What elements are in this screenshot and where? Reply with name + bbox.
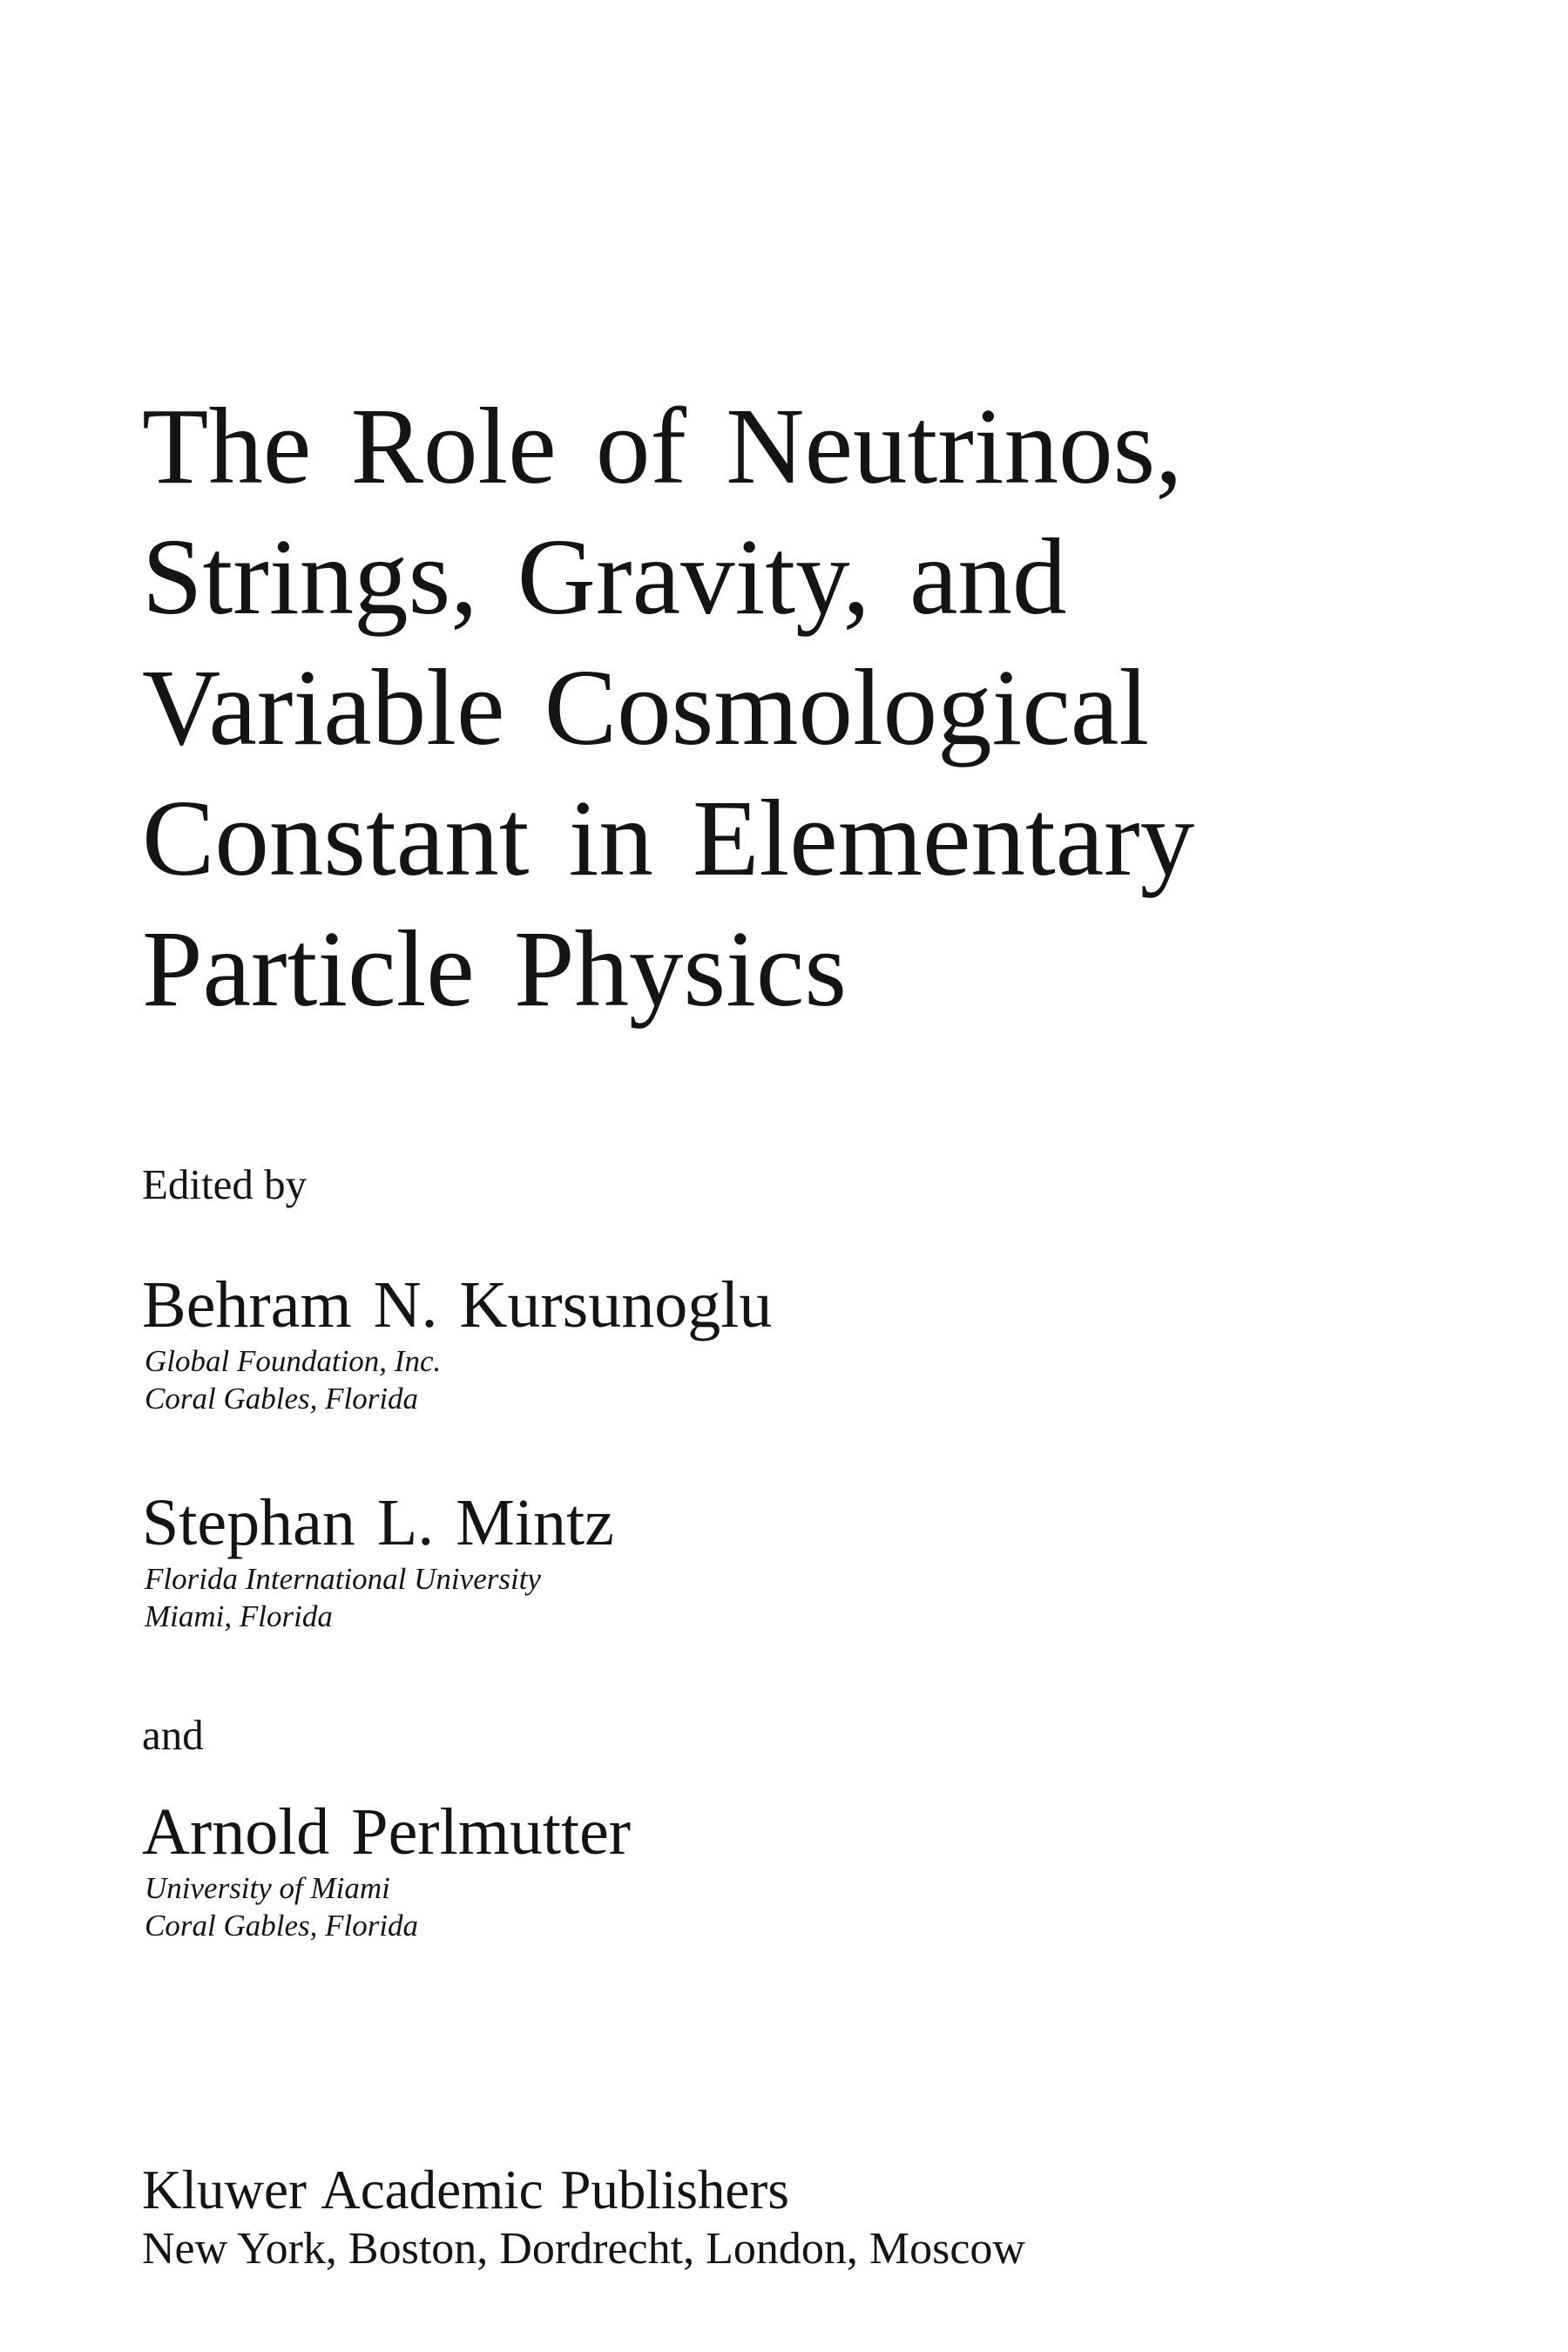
- book-title-line: Particle Physics: [142, 909, 848, 1030]
- book-title: [142, 382, 1405, 1035]
- editor-affiliation-line: Global Foundation, Inc.: [145, 1344, 442, 1378]
- edited-by-label: Edited by: [142, 1160, 308, 1208]
- book-title-line: Strings, Gravity, and: [142, 517, 1067, 638]
- editor-affiliation-line: Florida International University: [145, 1562, 541, 1596]
- book-title-line: The Role of Neutrinos,: [142, 387, 1183, 507]
- editor-name: Arnold Perlmutter: [142, 1795, 632, 1869]
- editor-block: [142, 1485, 1362, 1635]
- conjunction-and: and: [142, 1711, 204, 1759]
- editor-affiliation-line: Miami, Florida: [145, 1599, 333, 1633]
- editor-block: [142, 1794, 1362, 1944]
- book-title-line: Constant in Elementary: [142, 779, 1195, 899]
- editor-block: [142, 1267, 1362, 1417]
- editor-affiliation-line: Coral Gables, Florida: [145, 1382, 419, 1416]
- editor-affiliation-line: University of Miami: [145, 1871, 390, 1905]
- editor-name: Behram N. Kursunoglu: [142, 1268, 773, 1342]
- editor-affiliation-line: Coral Gables, Florida: [145, 1909, 419, 1943]
- editor-name: Stephan L. Mintz: [142, 1486, 614, 1559]
- book-title-line: Variable Cosmological: [142, 648, 1150, 768]
- publisher-block: [142, 2159, 1449, 2277]
- publisher-cities: New York, Boston, Dordrecht, London, Moscow: [142, 2224, 1025, 2274]
- publisher-name: Kluwer Academic Publishers: [142, 2159, 789, 2220]
